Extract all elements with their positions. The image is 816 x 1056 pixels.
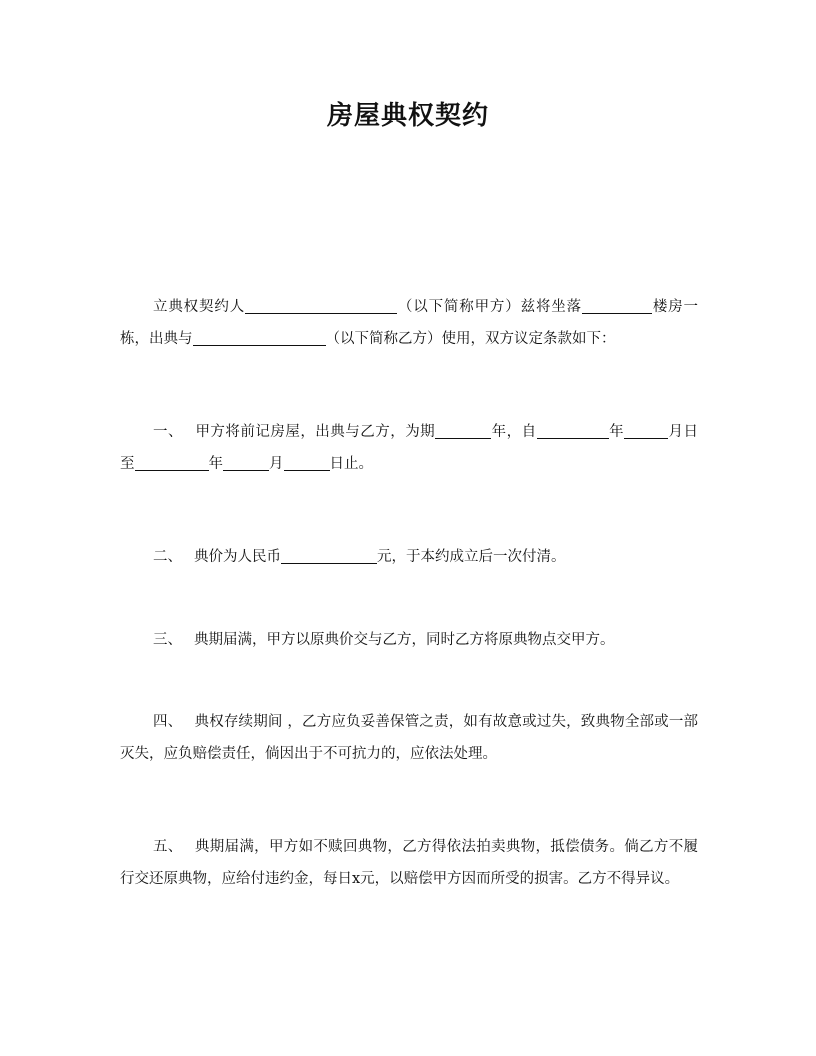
clause-5-number: 五、 <box>153 839 183 855</box>
party-a-blank <box>245 295 397 314</box>
preamble-text-3: 楼房一栋，出典与 <box>120 299 699 347</box>
clause-3-paragraph <box>120 624 698 656</box>
clause-3-number: 三、 <box>153 632 182 648</box>
clause-1-text-2: 年，自 <box>491 424 537 440</box>
end-day-blank <box>284 452 330 471</box>
clause-1-text-7: 日止。 <box>329 456 373 472</box>
clause-5-text: 典期届满，甲方如不赎回典物，乙方得依法拍卖典物，抵偿债务。倘乙方不履行交还原典物，应给付违约金，每日x元，以赔偿甲方因而所受的损害。乙方不得异议。 <box>120 839 699 887</box>
clause-1-text-3: 年 <box>608 424 625 440</box>
end-year-blank <box>135 452 209 471</box>
location-blank <box>582 295 652 314</box>
clause-3-text: 典期届满，甲方以原典价交与乙方，同时乙方将原典物点交甲方。 <box>194 632 615 648</box>
clause-1-text-6: 月 <box>269 456 284 472</box>
start-year-blank <box>537 420 609 439</box>
party-b-blank <box>193 327 326 346</box>
clause-4-text: 典权存续期间 ，乙方应负妥善保管之责，如有故意或过失，致典物全部或一部灭失，应负赔偿责任，倘因出于不可抗力的，应依法处理。 <box>120 714 699 762</box>
clause-2-paragraph <box>120 541 698 573</box>
clause-4-paragraph <box>120 706 698 770</box>
clause-1-text-1: 甲方将前记房屋，出典与乙方，为期 <box>194 424 436 440</box>
preamble-text-4: （以下简称乙方）使用，双方议定条款如下： <box>325 331 616 347</box>
clause-1-number: 一、 <box>153 424 183 440</box>
preamble-text-2: （以下简称甲方）兹将坐落 <box>397 299 582 315</box>
preamble-text-1: 立典权契约人 <box>153 299 246 315</box>
document-title: 房屋典权契约 <box>326 101 489 131</box>
clause-2-text-2: 元，于本约成立后一次付清。 <box>377 549 566 565</box>
clause-1-text-4: 月日至 <box>120 424 699 472</box>
clause-1-text-5: 年 <box>208 456 223 472</box>
clause-2-text-1: 典价为人民币 <box>194 549 281 565</box>
clause-1-paragraph <box>120 416 698 480</box>
preamble-paragraph <box>120 291 698 355</box>
term-years-blank <box>435 420 491 439</box>
clause-2-number: 二、 <box>153 549 182 565</box>
clause-5-paragraph <box>120 831 698 895</box>
clause-4-number: 四、 <box>153 714 183 730</box>
start-month-blank <box>624 420 668 439</box>
price-blank <box>281 545 377 564</box>
end-month-blank <box>223 452 269 471</box>
